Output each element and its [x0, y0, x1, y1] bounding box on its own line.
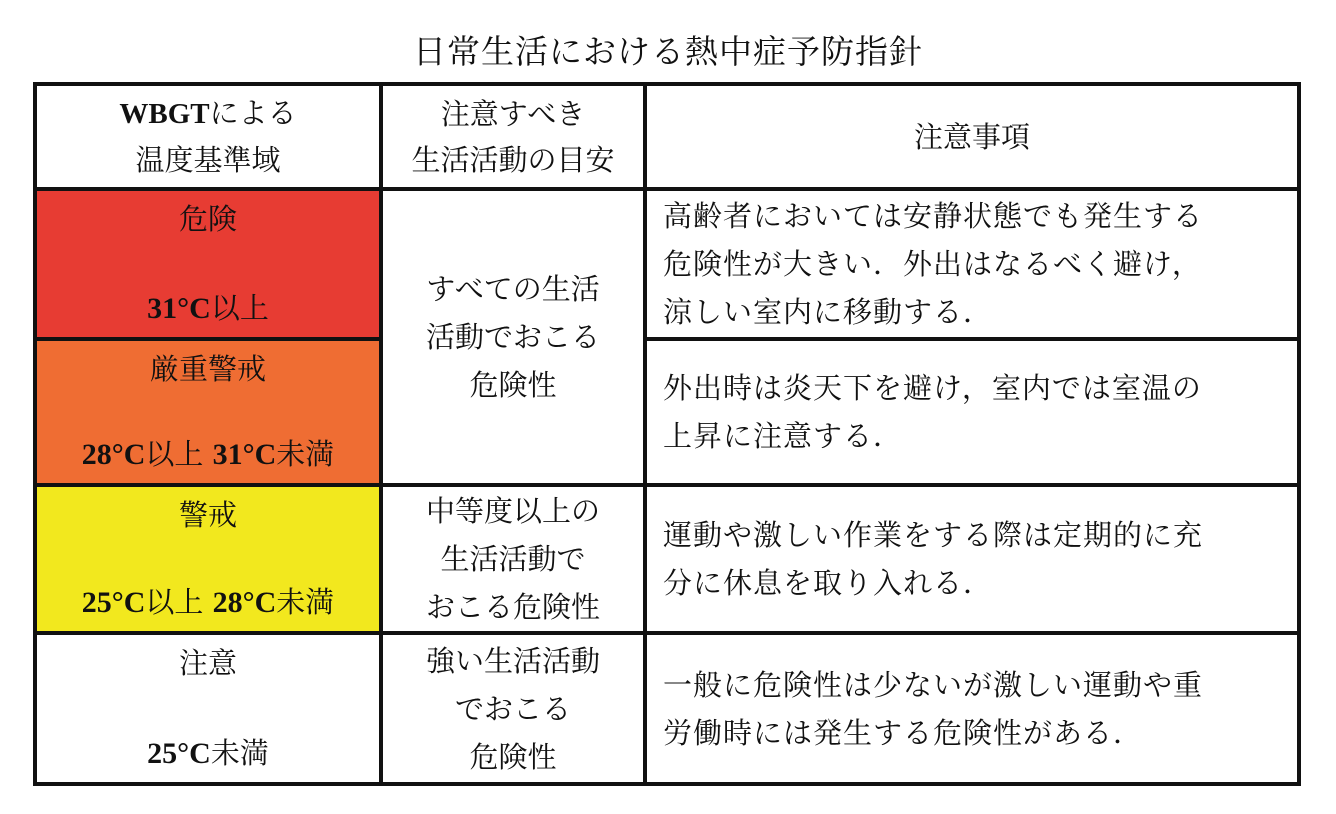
temperature-range [37, 582, 379, 623]
level-warning [35, 485, 381, 633]
activity-line: 危険性 [469, 739, 557, 774]
temperature-range [37, 434, 379, 475]
note-warning [645, 485, 1299, 633]
note-line: 分に休息を取り入れる． [663, 566, 994, 600]
activity-shared [381, 189, 645, 485]
range-qualifier: 未満 [276, 585, 335, 619]
header-activity-guide [381, 84, 645, 189]
heat-prevention-table [33, 82, 1301, 786]
note-line: 危険性が大きい．外出はなるべく避け， [663, 247, 1202, 281]
level-name: 警戒 [178, 498, 237, 532]
note-line: 高齢者においては安静状態でも発生する [663, 199, 1204, 233]
range-qualifier: 未満 [276, 437, 335, 471]
activity-caution [381, 633, 645, 784]
activity-line: 活動でおこる [425, 320, 600, 354]
activity-line: 中等度以上の [425, 494, 600, 528]
header-precautions [645, 84, 1299, 189]
header-activity-line1: 注意すべき [440, 96, 586, 131]
temperature-value: 31°C [212, 438, 277, 471]
temperature-value: 25°C [81, 586, 146, 619]
table-row-warning [35, 485, 1299, 633]
activity-warning [381, 485, 645, 633]
header-wbgt-label: WBGT [119, 98, 210, 130]
activity-line: でおこる [454, 691, 571, 726]
note-line: 外出時は炎天下を避け，室内では室温の [663, 371, 1202, 405]
range-qualifier: 未満 [210, 736, 269, 770]
level-name: 注意 [178, 646, 237, 680]
note-line: 一般に危険性は少ないが激しい運動や重 [663, 667, 1204, 702]
range-qualifier: 以上 [145, 585, 213, 619]
note-line: 労働時には発生する危険性がある． [663, 715, 1144, 750]
note-caution [645, 633, 1299, 784]
note-line: 上昇に注意する． [663, 419, 904, 453]
note-line: 涼しい室内に移動する． [663, 295, 994, 329]
temperature-value: 25°C [147, 737, 211, 770]
level-caution [35, 633, 381, 784]
table-row-caution [35, 633, 1299, 784]
table-row-danger [35, 189, 1299, 339]
level-severe-warning [35, 339, 381, 485]
note-danger [645, 189, 1299, 339]
activity-line: おこる危険性 [425, 590, 600, 624]
header-precautions-label: 注意事項 [913, 119, 1030, 154]
header-wbgt-range [35, 84, 381, 189]
temperature-range [37, 288, 379, 329]
header-temperature-range: 温度基準域 [135, 143, 281, 177]
activity-line: 生活活動で [440, 542, 586, 576]
activity-line: すべての生活 [426, 272, 600, 306]
temperature-range [37, 733, 379, 774]
temperature-value: 28°C [212, 586, 277, 619]
table-row-severe-warning [35, 339, 1299, 485]
activity-line: 危険性 [469, 368, 557, 402]
range-qualifier: 以上 [145, 437, 213, 471]
header-wbgt-suffix: による [209, 96, 297, 130]
header-activity-line2: 生活活動の目安 [411, 142, 615, 177]
temperature-value: 31°C [147, 292, 211, 325]
document-title: 日常生活における熱中症予防指針 [413, 32, 923, 71]
level-name: 危険 [178, 202, 237, 236]
activity-line: 強い生活活動 [425, 643, 600, 678]
note-severe-warning [645, 339, 1299, 485]
temperature-value: 28°C [81, 438, 146, 471]
range-qualifier: 以上 [210, 291, 269, 325]
table-header-row [35, 84, 1299, 189]
note-line: 運動や激しい作業をする際は定期的に充 [663, 518, 1204, 552]
level-name: 厳重警戒 [149, 352, 266, 386]
level-danger [35, 189, 381, 339]
